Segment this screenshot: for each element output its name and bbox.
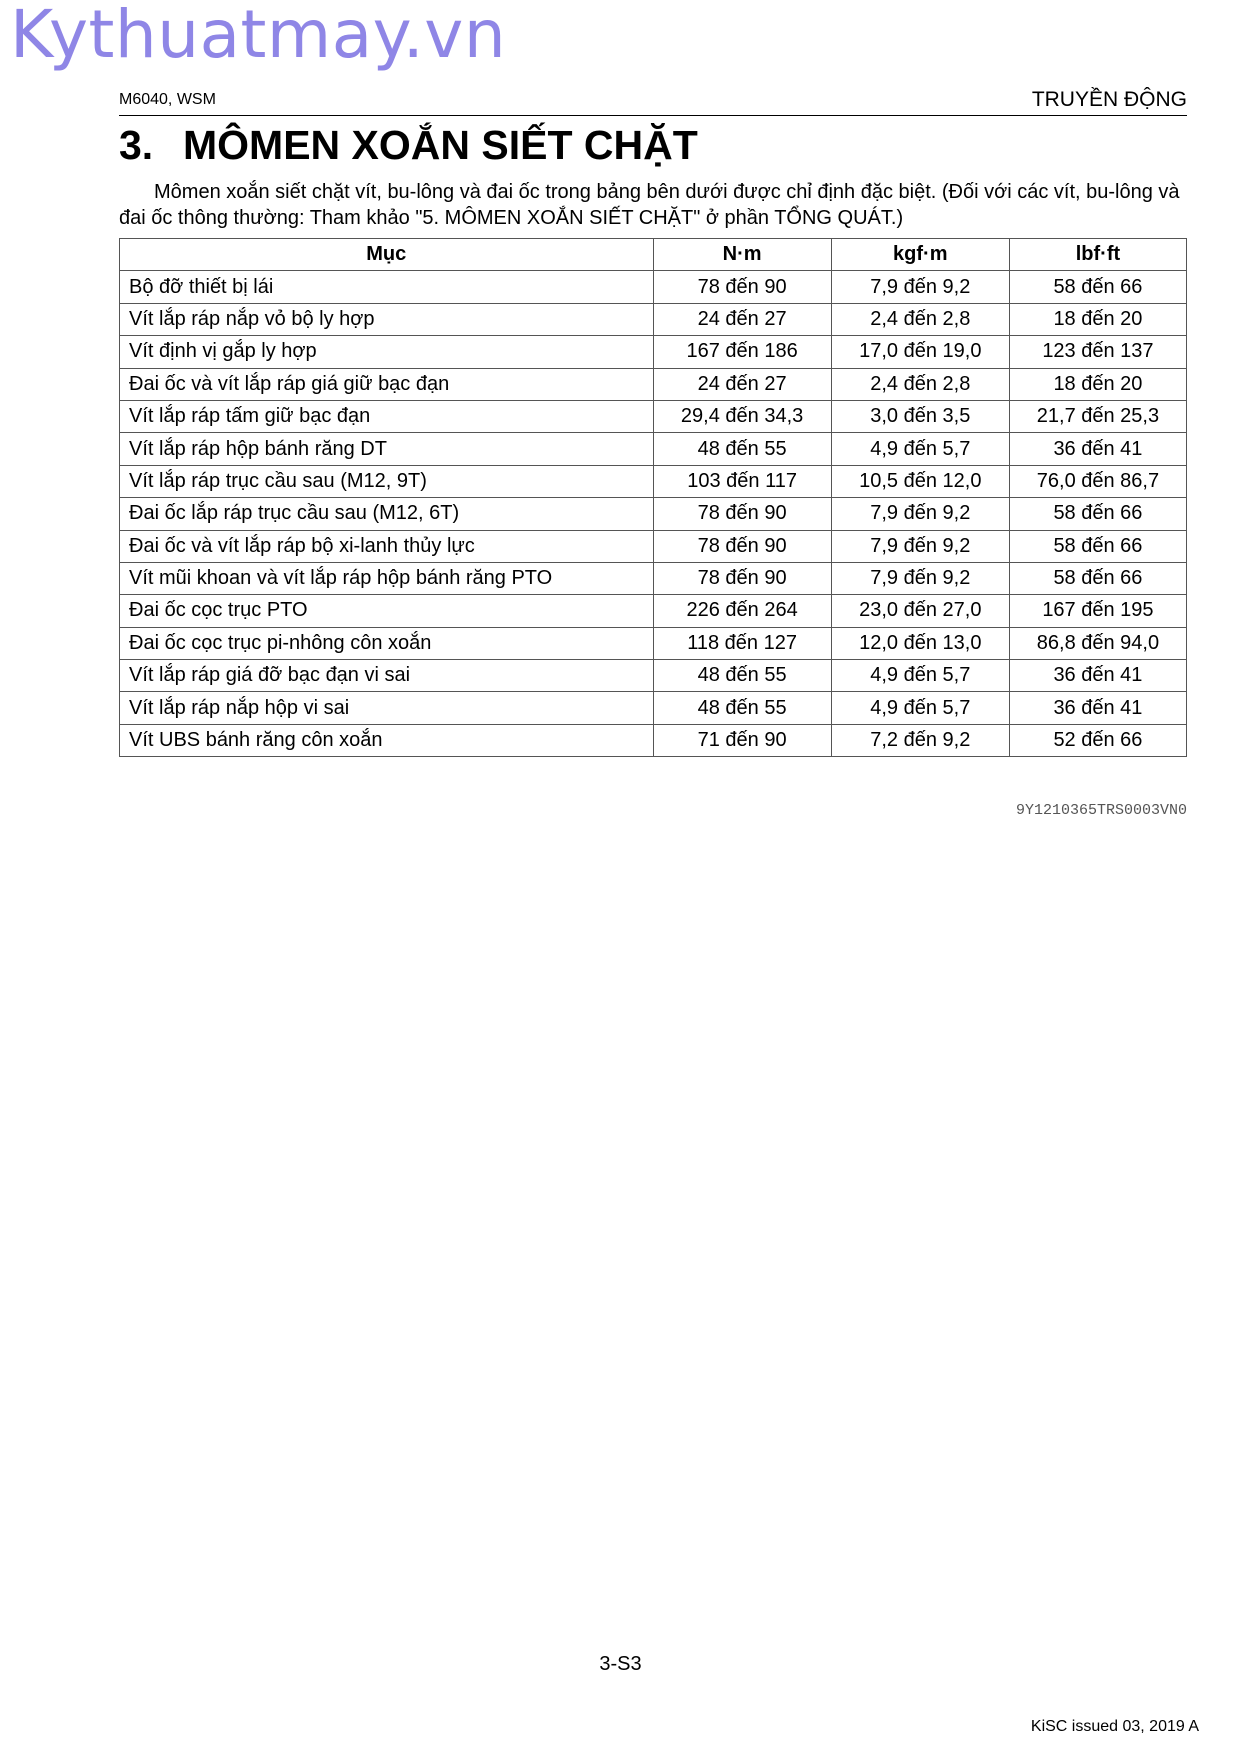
kgfm-cell: 23,0 đến 27,0 bbox=[831, 595, 1009, 627]
table-body bbox=[120, 271, 1187, 757]
intro-paragraph bbox=[119, 179, 1187, 231]
table-row bbox=[120, 400, 1187, 432]
kgfm-cell: 7,9 đến 9,2 bbox=[831, 271, 1009, 303]
item-cell: Vít mũi khoan và vít lắp ráp hộp bánh răng PTO bbox=[120, 562, 654, 594]
table-row bbox=[120, 692, 1187, 724]
item-cell: Bộ đỡ thiết bị lái bbox=[120, 271, 654, 303]
kgfm-cell: 10,5 đến 12,0 bbox=[831, 465, 1009, 497]
lbfft-cell: 52 đến 66 bbox=[1009, 724, 1186, 756]
header-section: TRUYỀN ĐỘNG bbox=[1031, 88, 1187, 111]
lbfft-cell: 123 đến 137 bbox=[1009, 336, 1186, 368]
title-text: MÔMEN XOẮN SIẾT CHẶT bbox=[183, 122, 698, 168]
header-nm: N·m bbox=[653, 239, 831, 271]
nm-cell: 118 đến 127 bbox=[653, 627, 831, 659]
item-cell: Đai ốc cọc trục pi-nhông côn xoắn bbox=[120, 627, 654, 659]
table-header-row bbox=[120, 239, 1187, 271]
kgfm-cell: 7,9 đến 9,2 bbox=[831, 498, 1009, 530]
kgfm-cell: 7,2 đến 9,2 bbox=[831, 724, 1009, 756]
item-cell: Vít lắp ráp nắp hộp vi sai bbox=[120, 692, 654, 724]
item-cell: Vít lắp ráp trục cầu sau (M12, 9T) bbox=[120, 465, 654, 497]
intro-text: Mômen xoắn siết chặt vít, bu-lông và đai ốc trong bảng bên dưới được chỉ định đặc biệt. (Đối với các vít, bu-lông và đai ốc thông thường: Tham khảo "5. MÔMEN XOẮN SIẾT CHẶT" ở phần TỔNG QUÁT.) bbox=[119, 181, 1180, 229]
torque-table bbox=[119, 238, 1187, 757]
lbfft-cell: 36 đến 41 bbox=[1009, 660, 1186, 692]
item-cell: Vít định vị gắp ly hợp bbox=[120, 336, 654, 368]
header-divider bbox=[119, 115, 1187, 116]
kgfm-cell: 2,4 đến 2,8 bbox=[831, 368, 1009, 400]
kgfm-cell: 2,4 đến 2,8 bbox=[831, 303, 1009, 335]
nm-cell: 78 đến 90 bbox=[653, 498, 831, 530]
header-kgfm: kgf·m bbox=[831, 239, 1009, 271]
page-number: 3-S3 bbox=[599, 1653, 642, 1675]
lbfft-cell: 18 đến 20 bbox=[1009, 303, 1186, 335]
kgfm-cell: 12,0 đến 13,0 bbox=[831, 627, 1009, 659]
item-cell: Đai ốc lắp ráp trục cầu sau (M12, 6T) bbox=[120, 498, 654, 530]
nm-cell: 48 đến 55 bbox=[653, 692, 831, 724]
lbfft-cell: 58 đến 66 bbox=[1009, 530, 1186, 562]
kgfm-cell: 4,9 đến 5,7 bbox=[831, 433, 1009, 465]
nm-cell: 24 đến 27 bbox=[653, 303, 831, 335]
lbfft-cell: 167 đến 195 bbox=[1009, 595, 1186, 627]
header-item: Mục bbox=[120, 239, 654, 271]
item-cell: Đai ốc và vít lắp ráp bộ xi-lanh thủy lực bbox=[120, 530, 654, 562]
kgfm-cell: 7,9 đến 9,2 bbox=[831, 530, 1009, 562]
item-cell: Vít lắp ráp hộp bánh răng DT bbox=[120, 433, 654, 465]
nm-cell: 78 đến 90 bbox=[653, 530, 831, 562]
item-cell: Vít lắp ráp nắp vỏ bộ ly hợp bbox=[120, 303, 654, 335]
nm-cell: 226 đến 264 bbox=[653, 595, 831, 627]
lbfft-cell: 76,0 đến 86,7 bbox=[1009, 465, 1186, 497]
table-row bbox=[120, 724, 1187, 756]
header-lbfft: lbf·ft bbox=[1009, 239, 1186, 271]
nm-cell: 29,4 đến 34,3 bbox=[653, 400, 831, 432]
nm-cell: 48 đến 55 bbox=[653, 433, 831, 465]
document-code: 9Y1210365TRS0003VN0 bbox=[1015, 802, 1187, 819]
lbfft-cell: 36 đến 41 bbox=[1009, 433, 1186, 465]
kgfm-cell: 17,0 đến 19,0 bbox=[831, 336, 1009, 368]
item-cell: Vít lắp ráp tấm giữ bạc đạn bbox=[120, 400, 654, 432]
lbfft-cell: 21,7 đến 25,3 bbox=[1009, 400, 1186, 432]
watermark-text: Kythuatmay.vn bbox=[10, 0, 507, 73]
kgfm-cell: 4,9 đến 5,7 bbox=[831, 660, 1009, 692]
table-row bbox=[120, 627, 1187, 659]
nm-cell: 24 đến 27 bbox=[653, 368, 831, 400]
item-cell: Đai ốc cọc trục PTO bbox=[120, 595, 654, 627]
table-row bbox=[120, 465, 1187, 497]
table-row bbox=[120, 660, 1187, 692]
table-row bbox=[120, 595, 1187, 627]
issued-info: KiSC issued 03, 2019 A bbox=[1030, 1718, 1199, 1735]
table-row bbox=[120, 271, 1187, 303]
nm-cell: 78 đến 90 bbox=[653, 562, 831, 594]
nm-cell: 48 đến 55 bbox=[653, 660, 831, 692]
nm-cell: 103 đến 117 bbox=[653, 465, 831, 497]
item-cell: Đai ốc và vít lắp ráp giá giữ bạc đạn bbox=[120, 368, 654, 400]
table-row bbox=[120, 498, 1187, 530]
nm-cell: 71 đến 90 bbox=[653, 724, 831, 756]
table-row bbox=[120, 303, 1187, 335]
item-cell: Vít lắp ráp giá đỡ bạc đạn vi sai bbox=[120, 660, 654, 692]
kgfm-cell: 7,9 đến 9,2 bbox=[831, 562, 1009, 594]
kgfm-cell: 3,0 đến 3,5 bbox=[831, 400, 1009, 432]
nm-cell: 167 đến 186 bbox=[653, 336, 831, 368]
item-cell: Vít UBS bánh răng côn xoắn bbox=[120, 724, 654, 756]
table-row bbox=[120, 433, 1187, 465]
table-row bbox=[120, 336, 1187, 368]
table-row bbox=[120, 368, 1187, 400]
page-title bbox=[119, 122, 698, 169]
table-row bbox=[120, 530, 1187, 562]
table-row bbox=[120, 562, 1187, 594]
nm-cell: 78 đến 90 bbox=[653, 271, 831, 303]
lbfft-cell: 86,8 đến 94,0 bbox=[1009, 627, 1186, 659]
lbfft-cell: 58 đến 66 bbox=[1009, 562, 1186, 594]
header-model: M6040, WSM bbox=[119, 91, 216, 108]
lbfft-cell: 58 đến 66 bbox=[1009, 271, 1186, 303]
title-number: 3. bbox=[119, 122, 154, 168]
lbfft-cell: 36 đến 41 bbox=[1009, 692, 1186, 724]
kgfm-cell: 4,9 đến 5,7 bbox=[831, 692, 1009, 724]
lbfft-cell: 18 đến 20 bbox=[1009, 368, 1186, 400]
lbfft-cell: 58 đến 66 bbox=[1009, 498, 1186, 530]
